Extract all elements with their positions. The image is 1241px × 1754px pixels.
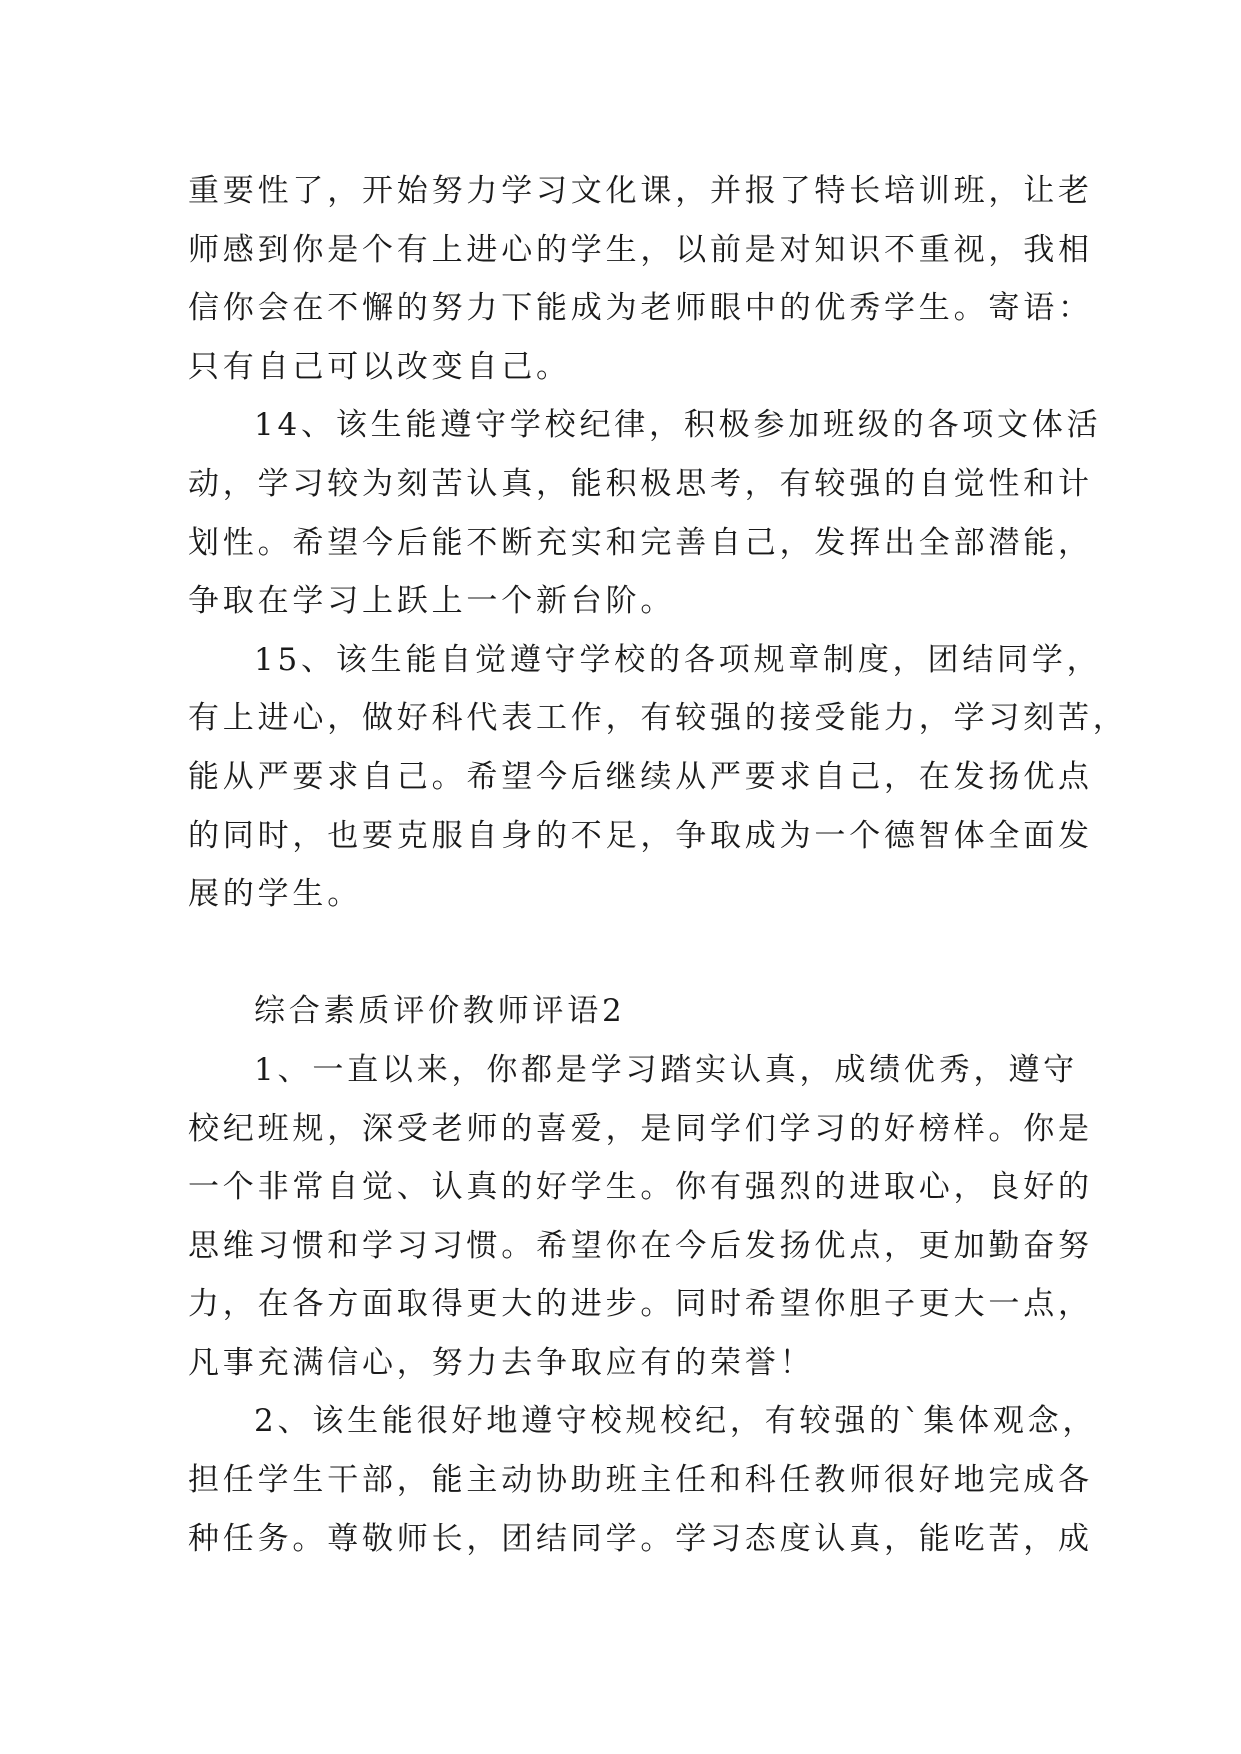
text-line: 种任务。尊敬师长，团结同学。学习态度认真，能吃苦，成	[188, 1520, 1093, 1557]
text-line: 凡事充满信心，努力去争取应有的荣誉！	[188, 1344, 815, 1381]
paragraph-start-line: 14、该生能遵守学校纪律，积极参加班级的各项文体活	[254, 407, 1102, 444]
text-line: 的同时，也要克服自身的不足，争取成为一个德智体全面发	[188, 817, 1093, 854]
text-line: 只有自己可以改变自己。	[188, 348, 571, 385]
text-line: 担任学生干部，能主动协助班主任和科任教师很好地完成各	[188, 1462, 1093, 1499]
paragraph-start-line: 15、该生能自觉遵守学校的各项规章制度，团结同学，	[254, 641, 1102, 678]
text-line: 信你会在不懈的努力下能成为老师眼中的优秀学生。寄语：	[188, 290, 1093, 327]
text-line: 重要性了，开始努力学习文化课，并报了特长培训班，让老	[188, 173, 1093, 209]
text-line: 争取在学习上跃上一个新台阶。	[188, 583, 676, 620]
text-line: 划性。希望今后能不断充实和完善自己，发挥出全部潜能，	[188, 524, 1093, 561]
text-line: 力，在各方面取得更大的进步。同时希望你胆子更大一点，	[188, 1286, 1093, 1323]
section-heading: 综合素质评价教师评语2	[254, 993, 626, 1030]
text-line: 有上进心，做好科代表工作，有较强的接受能力，学习刻苦，	[188, 700, 1128, 737]
document-body	[188, 162, 1128, 1568]
text-line: 展的学生。	[188, 876, 362, 913]
text-line: 动，学习较为刻苦认真，能积极思考，有较强的自觉性和计	[188, 465, 1093, 502]
paragraph-start-line: 1、一直以来，你都是学习踏实认真，成绩优秀，遵守	[254, 1051, 1078, 1088]
text-line: 思维习惯和学习习惯。希望你在今后发扬优点，更加勤奋努	[188, 1227, 1093, 1264]
section-gap	[188, 924, 1068, 983]
text-line: 校纪班规，深受老师的喜爱，是同学们学习的好榜样。你是	[188, 1110, 1093, 1147]
text-line: 能从严要求自己。希望今后继续从严要求自己，在发扬优点	[188, 758, 1093, 795]
text-line: 一个非常自觉、认真的好学生。你有强烈的进取心，良好的	[188, 1169, 1093, 1206]
text-line: 师感到你是个有上进心的学生，以前是对知识不重视，我相	[188, 231, 1093, 268]
paragraph-start-line: 2、该生能很好地遵守校规校纪，有较强的`集体观念，	[254, 1403, 1098, 1440]
